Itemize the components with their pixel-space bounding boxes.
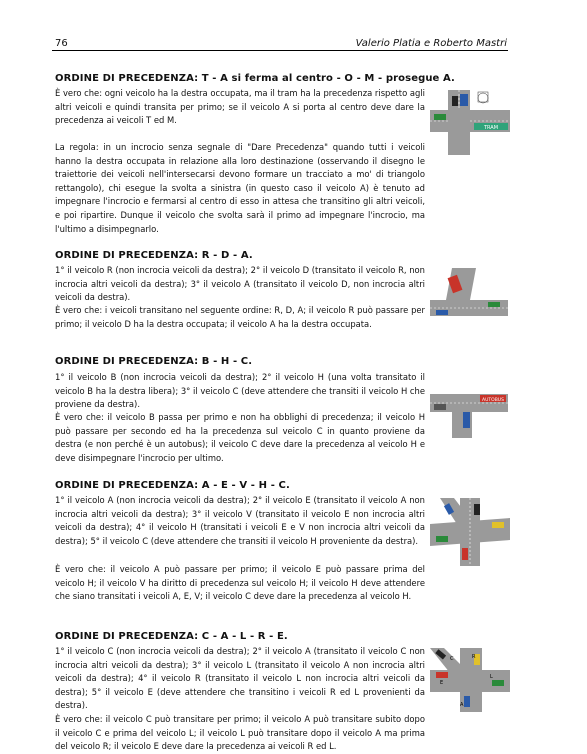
figure-label: R (472, 654, 476, 660)
section-paragraph: È vero che: i veicoli transitano nel seguente ordine: R, D, A; il veicolo R può passare per primo; il veicolo D ha la destra occupata; il veicolo A ha la destra occupata. (55, 305, 425, 329)
figure-intersection-tram (430, 90, 510, 155)
figure-label: AUTOBUS (482, 398, 504, 403)
section-paragraph: 1° il veicolo C (non incrocia veicoli da destra); 2° il veicolo A (transitato il veicolo C non incrocia altri veicoli da destra); 3° il veicolo L (transitato il veicolo A non incrocia altri veicoli da destra); 4° il veicolo R (transitato il veicolo L non incrocia altri veicoli da destra); 5° il veicolo E (deve attendere che transitino i veicoli R ed L provenienti da destra). (55, 646, 425, 711)
section-title: ORDINE DI PRECEDENZA: T - A si ferma al centro - O - M - prosegue A. (55, 73, 455, 84)
section-title: ORDINE DI PRECEDENZA: C - A - L - R - E. (55, 631, 288, 642)
figure-label: C (450, 656, 454, 662)
section-paragraph: È vero che: il veicolo A può passare per primo; il veicolo E può passare prima del veicolo H; il veicolo V ha diritto di precedenza sul veicolo H; il veicolo H deve attendere che siano transitati i veicoli A, E, V; il veicolo C deve dare la precedenza al veicolo H. (55, 564, 425, 602)
section-title: ORDINE DI PRECEDENZA: A - E - V - H - C. (55, 480, 290, 491)
section-paragraph: È vero che: il veicolo B passa per primo e non ha obblighi di precedenza; il veicolo H può passare per secondo ed ha la precedenza sul veicolo C in quanto proviene da destra (e non perché è un autobus); il veicolo C deve dare la precedenza al veicolo H e deve disimpegnare l'incrocio per ultimo. (55, 412, 425, 463)
section-paragraph: 1° il veicolo R (non incrocia veicoli da destra); 2° il veicolo D (transitato il veicolo R, non incrocia altri veicoli da destra); 3° il veicolo A (transitato il veicolo D, non incrocia altri veicoli da destra). (55, 265, 425, 303)
section-paragraph: È vero che: ogni veicolo ha la destra occupata, ma il tram ha la precedenza rispetto agli altri veicoli e quindi transita per primo; se il veicolo A si porta al centro deve dare la precedenza ai veicoli T ed M. (55, 88, 425, 126)
section-paragraph: 1° il veicolo B (non incrocia veicoli da destra); 2° il veicolo H (una volta transitato il veicolo B ha la destra libera); 3° il veicolo C (deve attendere che transiti il veicolo H che proviene da destra). (55, 372, 425, 410)
section-title: ORDINE DI PRECEDENZA: B - H - C. (55, 356, 253, 367)
section-paragraph: 1° il veicolo A (non incrocia veicoli da destra); 2° il veicolo E (transitato il veicolo A non incrocia altri veicoli da destra); 3° il veicolo V (transitato il veicolo E non incrocia altri veicoli da destra); 4° il veicolo H (transitati i veicoli E e V non incrocia altri veicoli da destra); 5° il veicolo C (deve attendere che transiti il veicolo H proveniente da destra). (55, 495, 425, 546)
header-rule (52, 50, 508, 51)
figure-label: L (490, 674, 493, 680)
section-paragraph: È vero che: il veicolo C può transitare per primo; il veicolo A può transitare subito dopo il veicolo C e prima del veicolo L; il veicolo L può transitare dopo il veicolo A ma prima del veicolo R; il veicolo E deve dare la precedenza ai veicoli R ed L. (55, 714, 425, 752)
page-number: 76 (55, 38, 68, 49)
figure-intersection-bus (430, 380, 508, 438)
figure-intersection-rda (430, 268, 508, 328)
figure-label: A (460, 702, 464, 708)
figure-intersection-calre (430, 648, 510, 712)
figure-intersection-five (430, 498, 510, 566)
running-header-authors: Valerio Platia e Roberto Mastri (355, 38, 507, 49)
section-paragraph: La regola: in un incrocio senza segnale di "Dare Precedenza" quando tutti i veicoli hanno la destra occupata in relazione alla loro destinazione (osservando il disegno le traiettorie dei veicoli nell'intersecarsi devono formare un tracciato a mo' di triangolo rettangolo), chi esegue la svolta a sinistra (in questo caso il veicolo A) è tenuto ad impegnare l'incrocio e fermarsi al centro di esso in attesa che transitino gli altri veicoli, e poi ripartire. Dunque il veicolo che svolta sarà il primo ad impegnare l'incrocio, ma l'ultimo a disimpegnarlo. (55, 142, 425, 234)
figure-label: TRAM (483, 125, 499, 131)
section-title: ORDINE DI PRECEDENZA: R - D - A. (55, 250, 253, 261)
figure-label: E (440, 680, 444, 686)
